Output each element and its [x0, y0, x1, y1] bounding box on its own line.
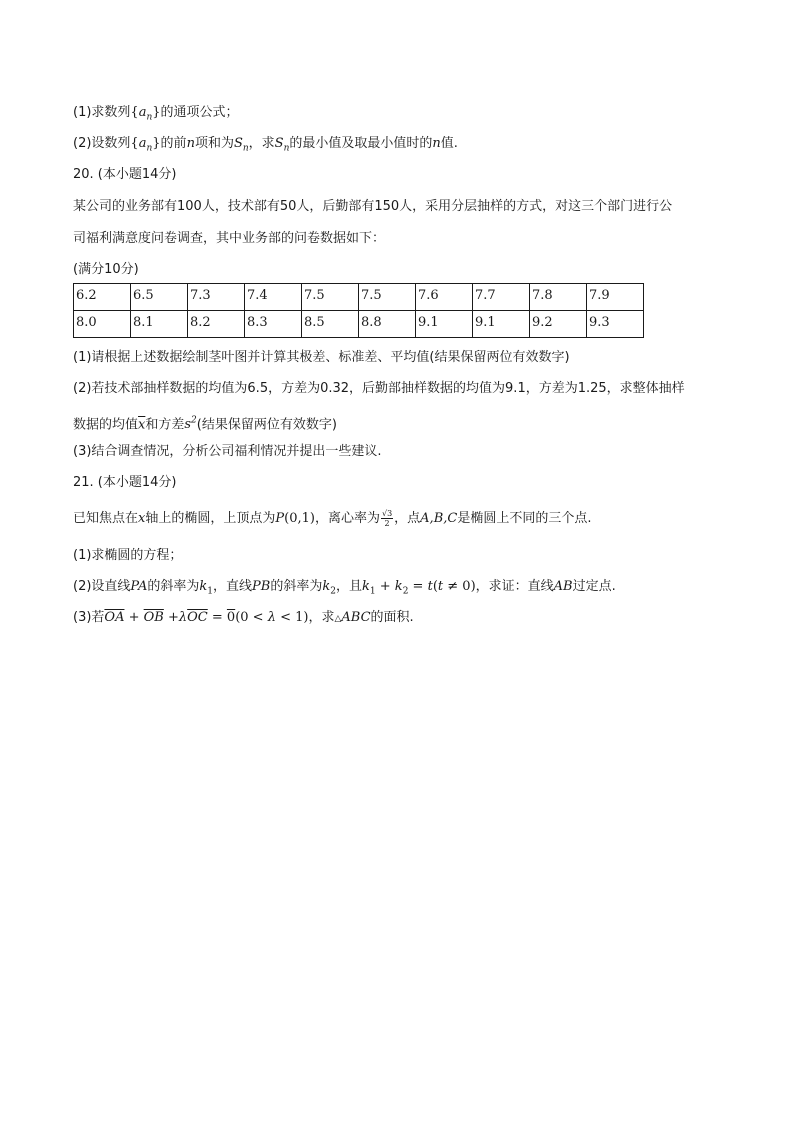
- table-cell: 6.5: [131, 284, 188, 311]
- q21-part2-text-e: ，且: [335, 579, 362, 594]
- math-point-p: P(0,1): [275, 511, 315, 526]
- q21-part2-text-f: ，求证：直线: [475, 579, 554, 594]
- table-row: [74, 311, 644, 338]
- math-points-abc: A,B,C: [420, 511, 458, 526]
- q19-part1: [73, 104, 239, 127]
- math-vector-equation: $\overline{OA} + \overline{OB} +\lambda\overline{OC} = 0(0 < \lambda < 1)$: [104, 610, 309, 625]
- q21-intro-text-e: 是椭圆上不同的三个点.: [457, 511, 592, 526]
- q20-intro-line1: 某公司的业务部有100人，技术部有50人，后勤部有150人，采用分层抽样的方式，对这三个部门进行公: [73, 199, 673, 214]
- q19-part2-text-b: 的前: [160, 136, 187, 151]
- math-k2: $k_2$: [322, 579, 336, 597]
- table-cell: 7.9: [587, 284, 644, 311]
- table-cell: 7.8: [530, 284, 587, 311]
- q20-part2-text-b: 和方差: [145, 417, 185, 433]
- math-pb: PB: [252, 579, 271, 594]
- table-cell: 8.3: [245, 311, 302, 338]
- q20-part2-line2: [73, 412, 337, 434]
- math-condition: $k_1 + k_2 = t(t \ne 0)$: [362, 579, 476, 597]
- math-k1: $k_1$: [199, 579, 214, 597]
- table-cell: 7.5: [302, 284, 359, 311]
- q20-part2-line1: (2)若技术部抽样数据的均值为6.5，方差为0.32，后勤部抽样数据的均值为9.1，方差为1.25，求整体抽样: [73, 381, 685, 396]
- q21-part3-text-b: ，求: [308, 610, 335, 625]
- q21-part2-text-c: ，直线: [213, 579, 253, 594]
- q21-intro-text-b: 轴上的椭圆，上顶点为: [145, 511, 276, 526]
- q20-part1: (1)请根据上述数据绘制茎叶图并计算其极差、标准差、平均值(结果保留两位有效数字): [73, 350, 570, 365]
- table-cell: 8.1: [131, 311, 188, 338]
- table-row: [74, 284, 644, 311]
- math-fraction-sqrt3-over-2: $\frac{√3}{2}$: [381, 509, 393, 528]
- q19-part2-text-f: 值.: [440, 136, 458, 151]
- math-s-squared: $s^2$: [184, 416, 197, 433]
- math-n: n: [432, 136, 441, 151]
- q21-intro-text-d: ，点: [394, 511, 421, 526]
- math-xbar: $\overline{x}$: [138, 417, 146, 433]
- q19-part2-text-e: 的最小值及取最小值时的: [289, 136, 433, 151]
- table-cell: 8.5: [302, 311, 359, 338]
- q19-part1-text-a: (1)求数列: [73, 105, 131, 120]
- math-ab: AB: [553, 579, 573, 594]
- table-cell: 7.5: [359, 284, 416, 311]
- q19-part2-text-a: (2)设数列: [73, 136, 131, 151]
- math-sequence-an: $\{a_n\}$: [130, 136, 161, 154]
- q21-part2-text-a: (2)设直线: [73, 579, 131, 594]
- table-cell: 9.3: [587, 311, 644, 338]
- table-cell: 8.2: [188, 311, 245, 338]
- table-cell: 7.6: [416, 284, 473, 311]
- q20-header: 20. (本小题14分): [73, 167, 177, 182]
- table-cell: 9.1: [416, 311, 473, 338]
- q20-part2-text-a: 数据的均值: [73, 417, 139, 433]
- q19-part2: [73, 135, 458, 158]
- q21-part1: (1)求椭圆的方程；: [73, 548, 183, 563]
- q21-part3-text-a: (3)若: [73, 610, 105, 625]
- q21-header: 21. (本小题14分): [73, 475, 177, 490]
- table-cell: 9.2: [530, 311, 587, 338]
- q21-part2-text-b: 的斜率为: [147, 579, 200, 594]
- q21-part2-text-d: 的斜率为: [270, 579, 323, 594]
- math-sequence-an: $\{a_n\}$: [130, 105, 161, 123]
- q21-intro-text-a: 已知焦点在: [73, 511, 139, 526]
- q19-part2-text-c: 项和为: [194, 136, 234, 151]
- q19-part2-text-d: ，求: [248, 136, 275, 151]
- q21-part3: [73, 609, 414, 628]
- table-cell: 9.1: [473, 311, 530, 338]
- math-n: n: [186, 136, 195, 151]
- q19-part1-text-b: 的通项公式；: [160, 105, 239, 120]
- q20-part2-text-c: (结果保留两位有效数字): [196, 417, 337, 433]
- q20-data-table: [73, 283, 644, 338]
- math-triangle-abc: △ABC: [334, 610, 371, 625]
- table-cell: 7.3: [188, 284, 245, 311]
- table-cell: 7.7: [473, 284, 530, 311]
- q20-full-score: (满分10分): [73, 262, 139, 277]
- table-cell: 6.2: [74, 284, 131, 311]
- q20-intro-line2: 司福利满意度问卷调查，其中业务部的问卷数据如下：: [73, 231, 386, 246]
- q21-part3-text-c: 的面积.: [370, 610, 414, 625]
- table-cell: 8.0: [74, 311, 131, 338]
- q21-part2: [73, 578, 616, 601]
- q21-intro: [73, 509, 591, 528]
- math-sn: $S_n$: [274, 136, 290, 154]
- math-x: x: [138, 511, 146, 526]
- q21-intro-text-c: ，离心率为: [314, 511, 380, 526]
- q21-part2-text-g: 过定点.: [572, 579, 616, 594]
- math-sn: $S_n$: [233, 136, 249, 154]
- table-cell: 8.8: [359, 311, 416, 338]
- math-pa: PA: [130, 579, 148, 594]
- table-cell: 7.4: [245, 284, 302, 311]
- q20-part3: (3)结合调查情况，分析公司福利情况并提出一些建议.: [73, 444, 382, 459]
